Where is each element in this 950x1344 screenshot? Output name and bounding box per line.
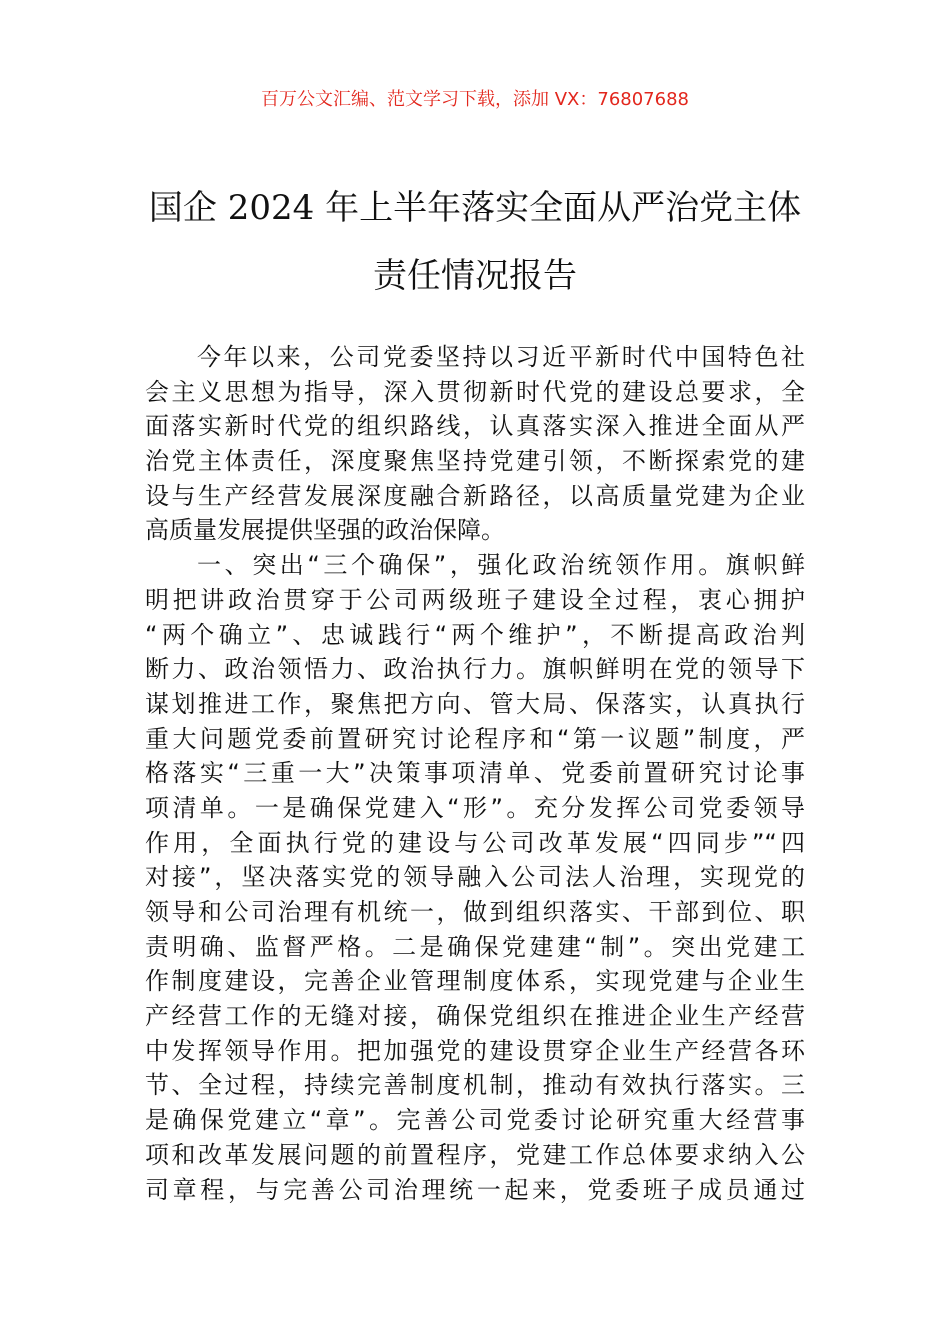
paragraph-line: 重大问题党委前置研究讨论程序和“第一议题”制度，严 <box>145 724 805 753</box>
paragraph-line: 谋划推进工作，聚焦把方向、管大局、保落实，认真执行 <box>145 689 805 718</box>
document-title-line-2: 责任情况报告 <box>373 256 577 296</box>
paragraph-line: 设与生产经营发展深度融合新路径，以高质量党建为企业 <box>145 481 805 510</box>
watermark-banner: 百万公文汇编、范文学习下载，添加 VX：76807688 <box>261 89 689 110</box>
paragraph-line: 格落实“三重一大”决策事项清单、党委前置研究讨论事 <box>145 759 805 788</box>
paragraph-line: 项清单。一是确保党建入“形”。充分发挥公司党委领导 <box>145 793 805 822</box>
document-title-line-1: 国企 2024 年上半年落实全面从严治党主体 <box>148 188 802 228</box>
paragraph-line: “两个确立”、忠诚践行“两个维护”，不断提高政治判 <box>145 620 805 649</box>
paragraph-line: 作制度建设，完善企业管理制度体系，实现党建与企业生 <box>145 967 805 996</box>
paragraph-line: 断力、政治领悟力、政治执行力。旗帜鲜明在党的领导下 <box>145 655 805 684</box>
paragraph-line: 领导和公司治理有机统一，做到组织落实、干部到位、职 <box>145 898 805 926</box>
section-heading-line: 一、突出“三个确保”，强化政治统领作用。旗帜鲜 <box>197 551 805 580</box>
paragraph-line: 中发挥领导作用。把加强党的建设贯穿企业生产经营各环 <box>145 1036 805 1065</box>
paragraph-line: 今年以来，公司党委坚持以习近平新时代中国特色社 <box>197 343 805 371</box>
paragraph-line: 高质量发展提供坚强的政治保障。 <box>145 516 505 545</box>
paragraph-line: 节、全过程，持续完善制度机制，推动有效执行落实。三 <box>145 1071 805 1100</box>
document-body <box>145 340 805 1207</box>
paragraph-line: 治党主体责任，深度聚焦坚持党建引领，不断探索党的建 <box>145 447 805 476</box>
paragraph-line: 产经营工作的无缝对接，确保党组织在推进企业生产经营 <box>145 1002 805 1031</box>
paragraph-line: 责明确、监督严格。二是确保党建建“制”。突出党建工 <box>145 932 805 961</box>
paragraph-line: 会主义思想为指导，深入贯彻新时代党的建设总要求，全 <box>145 377 805 406</box>
paragraph-line: 面落实新时代党的组织路线，认真落实深入推进全面从严 <box>145 412 805 441</box>
paragraph-line: 对接”，坚决落实党的领导融入公司法人治理，实现党的 <box>145 863 805 892</box>
paragraph-line: 司章程，与完善公司治理统一起来，党委班子成员通过 <box>145 1175 805 1204</box>
paragraph-line: 明把讲政治贯穿于公司两级班子建设全过程，衷心拥护 <box>145 585 805 614</box>
paragraph-line: 项和改革发展问题的前置程序，党建工作总体要求纳入公 <box>145 1140 805 1169</box>
paragraph-line: 是确保党建立“章”。完善公司党委讨论研究重大经营事 <box>145 1106 805 1135</box>
paragraph-line: 作用，全面执行党的建设与公司改革发展“四同步”“四 <box>145 828 805 857</box>
